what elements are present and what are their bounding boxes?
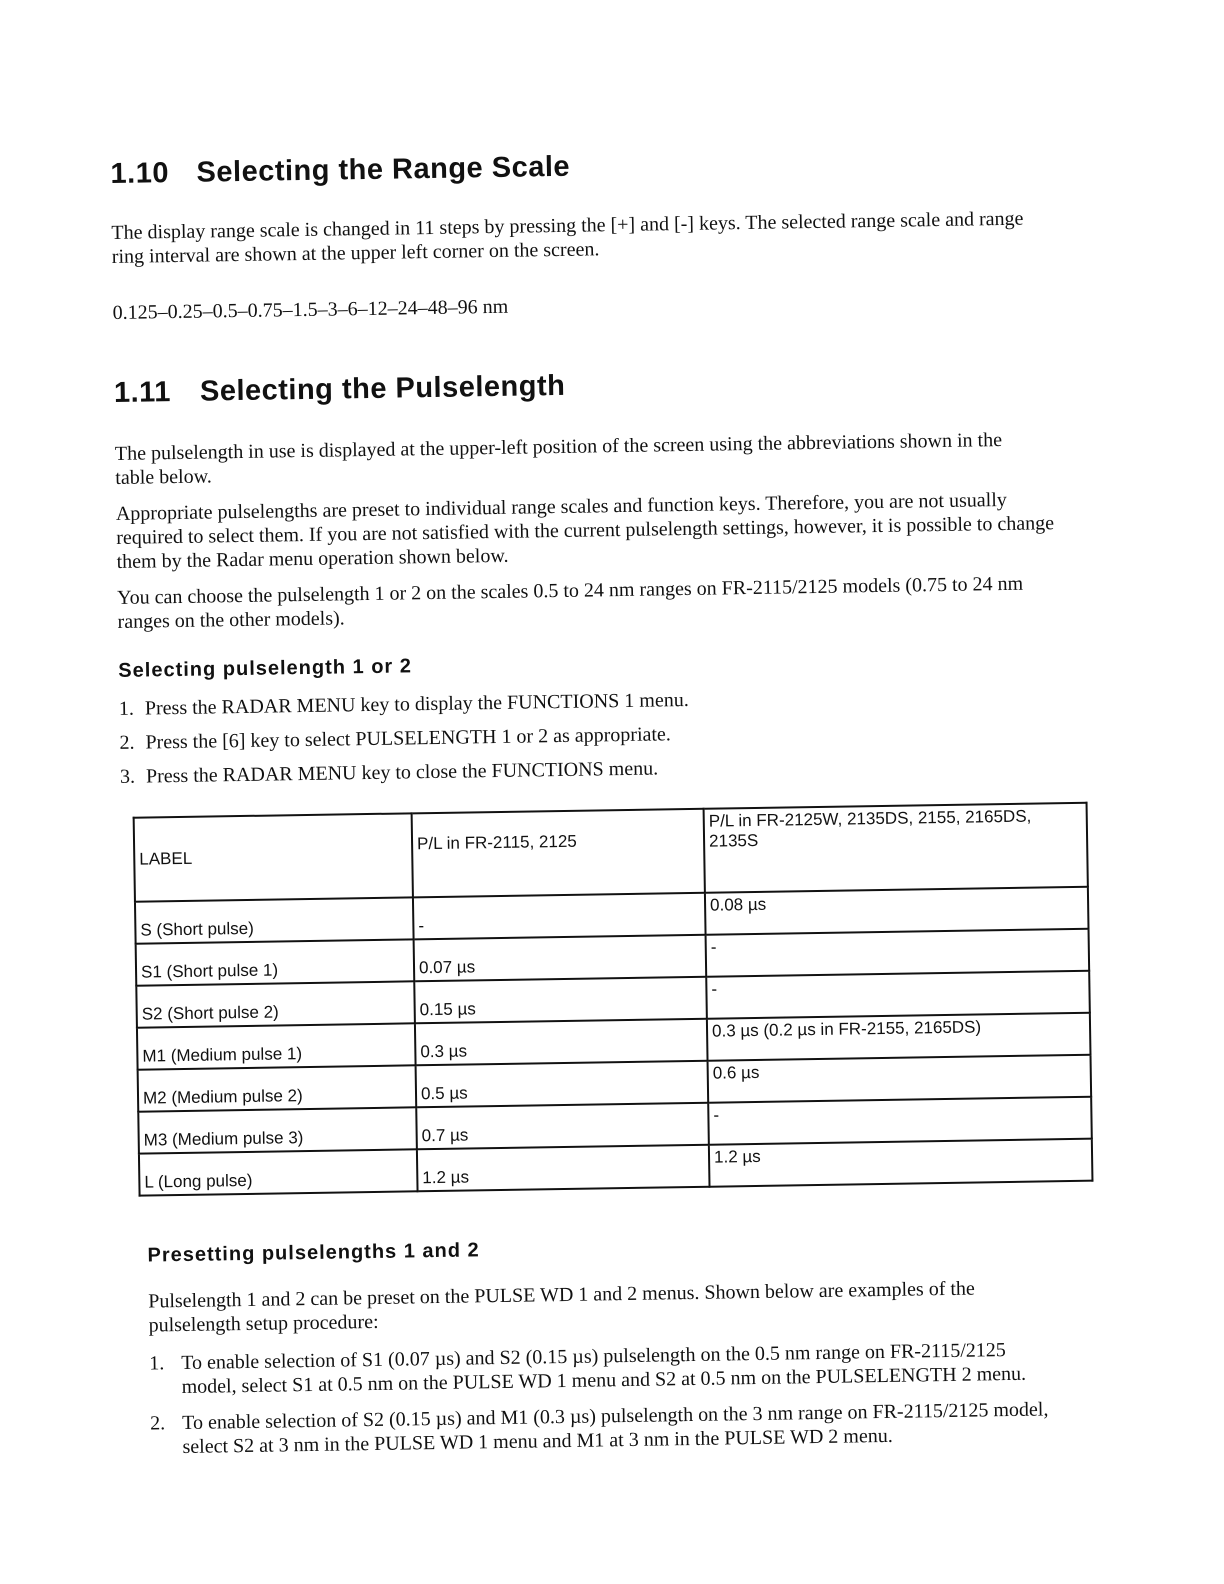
list-item	[119, 716, 1079, 755]
step-text: To enable selection of S1 (0.07 µs) and S2 (0.15 µs) pulselength on the 0.5 nm range on FR-2115/2125 model, select S1 at 0.5 nm on the PULSE WD 1 menu and S2 at 0.5 nm on the PULSELENGTH 2 menu.	[181, 1339, 1027, 1399]
table-cell: 0.07 µs	[414, 935, 707, 982]
section-heading-range-scale	[110, 143, 1070, 191]
list-item	[149, 1337, 1050, 1399]
table-header-row	[134, 803, 1088, 902]
section-title: Selecting the Range Scale	[196, 150, 571, 189]
step-number: 3.	[119, 765, 136, 788]
table-cell: 0.6 µs	[708, 1055, 1092, 1103]
section-number: 1.10	[110, 157, 170, 190]
step-text: Press the RADAR MENU key to close the FUNCTIONS menu.	[145, 757, 659, 788]
header-label: LABEL	[134, 813, 413, 901]
presetting-intro: Pulselength 1 and 2 can be preset on the PULSE WD 1 and 2 menus. Shown below are examples of the pulselength setup procedure:	[148, 1277, 976, 1337]
presetting-pulselengths-heading: Presetting pulselengths 1 and 2	[147, 1239, 480, 1267]
table-cell: -	[706, 971, 1090, 1019]
step-number: 2.	[119, 731, 135, 754]
table-cell: 1.2 µs	[709, 1139, 1093, 1187]
pulselength-table	[133, 802, 1094, 1197]
pulselength-intro: The pulselength in use is displayed at the upper-left position of the screen using the abbreviations shown in the table below.	[114, 429, 1003, 489]
selecting-steps-list	[119, 682, 1080, 789]
step-number: 2.	[149, 1412, 166, 1435]
step-text: Press the [6] key to select PULSELENGTH 1 or 2 as appropriate.	[145, 723, 672, 754]
step-text: To enable selection of S2 (0.15 µs) and M1 (0.3 µs) pulselength on the 3 nm range on FR-2115/2125 model, select S2 at 3 nm in the PULSE WD 1 menu and M1 at 3 nm in the PULSE WD 2 menu.	[181, 1398, 1049, 1459]
header-pl-fr2115: P/L in FR-2115, 2125	[412, 809, 705, 898]
step-text: Press the RADAR MENU key to display the FUNCTIONS 1 menu.	[144, 688, 689, 720]
table-cell: -	[413, 893, 706, 940]
table-cell: S (Short pulse)	[135, 897, 414, 943]
page-content	[110, 125, 1091, 1460]
table-cell: L (Long pulse)	[139, 1149, 418, 1195]
table-cell: 0.15 µs	[414, 977, 707, 1024]
section-heading-pulselength	[114, 362, 1074, 410]
table-cell: 0.7 µs	[416, 1103, 709, 1150]
selecting-pulselength-heading: Selecting pulselength 1 or 2	[118, 655, 413, 682]
list-item	[150, 1397, 1051, 1459]
table-cell: 0.5 µs	[416, 1061, 709, 1108]
table-cell: 1.2 µs	[417, 1145, 710, 1192]
range-scale-description: The display range scale is changed in 11 steps by pressing the [+] and [-] keys. The selected range scale and range ring interval are shown at the upper left corner on the screen.	[111, 207, 1024, 268]
range-scale-steps: 0.125–0.25–0.5–0.75–1.5–3–6–12–24–48–96 nm	[112, 295, 509, 324]
table-cell: -	[706, 929, 1090, 977]
pulselength-choice-note: You can choose the pulselength 1 or 2 on the scales 0.5 to 24 nm ranges on FR-2115/2125 models (0.75 to 24 nm ranges on the other models).	[117, 572, 1024, 633]
table-cell: S1 (Short pulse 1)	[136, 939, 415, 985]
table-cell: 0.3 µs	[415, 1019, 708, 1066]
table-cell: S2 (Short pulse 2)	[136, 981, 415, 1027]
section-title: Selecting the Pulselength	[199, 369, 566, 408]
table-cell: -	[708, 1097, 1092, 1145]
table-cell: M2 (Medium pulse 2)	[138, 1065, 417, 1111]
pulselength-preset-note: Appropriate pulselengths are preset to individual range scales and function keys. Therefore, you are not usually required to select them. If you are not satisfied with the current pulselength settings, however, it is possible to change them by the Radar menu operation shown below.	[115, 488, 1055, 573]
table-cell: M3 (Medium pulse 3)	[138, 1107, 417, 1153]
list-item	[120, 750, 1080, 789]
table-cell: 0.08 µs	[705, 887, 1089, 935]
header-pl-other-models: P/L in FR-2125W, 2135DS, 2155, 2165DS, 2135S	[704, 803, 1088, 893]
table-cell: M1 (Medium pulse 1)	[137, 1023, 416, 1069]
step-number: 1.	[149, 1352, 165, 1375]
step-number: 1.	[118, 697, 135, 720]
section-number: 1.11	[113, 376, 172, 409]
table-cell: 0.3 µs (0.2 µs in FR-2155, 2165DS)	[707, 1013, 1091, 1061]
list-item	[119, 682, 1079, 721]
presetting-steps-list	[149, 1337, 1051, 1459]
